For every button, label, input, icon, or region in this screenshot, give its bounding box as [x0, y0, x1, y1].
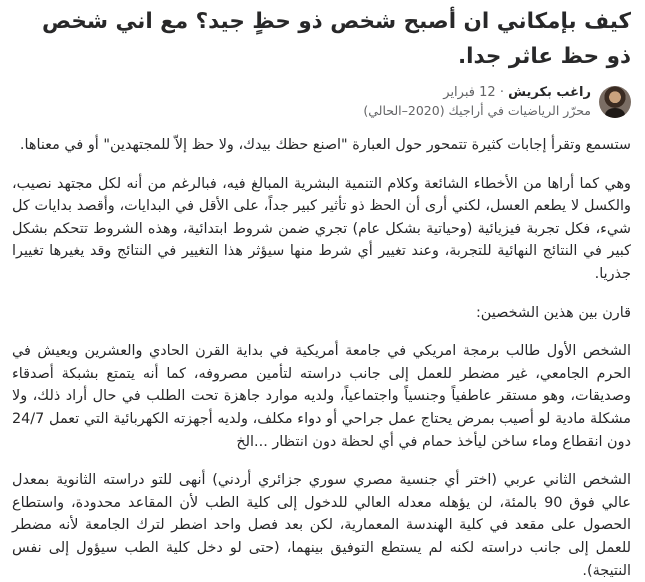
answer-date[interactable]: 12 فبراير: [443, 85, 496, 100]
answer-paragraph: ستسمع وتقرأ إجابات كثيرة تتمحور حول العبارة "اصنع حظك بيدك، ولا حظ إلاّ للمجتهدين" أو في معناها.: [19, 137, 631, 153]
question-title[interactable]: كيف بإمكاني ان أصبح شخص ذو حظٍ جيد؟ مع اني شخص ذو حظ عاثر جدا.: [42, 9, 631, 69]
answer-body: [12, 134, 631, 582]
author-name[interactable]: راغب بكريش: [508, 85, 591, 100]
user-avatar-icon[interactable]: [599, 86, 631, 118]
author-header: [12, 84, 631, 120]
answer-paragraph: وهي كما أراها من الأخطاء الشائعة وكلام التنمية البشرية المبالغ فيه، فبالرغم من أنه لكل مجتهد نصيب، والكسل لا يطعم العسل، لكني أرى أن الحظ ذو تأثير كبير جداً، على الأقل في البدايات، وأقصد بدايات كل شيء، فكل تجربة فيزيائية (وحياتية بشكل عام) تجري ضمن شروط ابتدائية، وهذه الشروط تتحكم بشكل كبير في النتائج النهائية للتجربة، وعند تغيير أي شرط منها سيؤثر هذا التغيير في النتائج وقد يغيرها تغييرا جذريا.: [12, 175, 631, 282]
answer-paragraph: قارن بين هذين الشخصين:: [475, 304, 631, 321]
answer-paragraph: الشخص الثاني عربي (اختر أي جنسية مصري سوري جزائري أردني) أنهى للتو دراسته الثانوية بمعدل عالي فوق 90 بالمئة، لن يؤهله معدله العالي للدخول إلى كلية الطب لأن المقاعد محدودة، واستطاع الحصول على مقعد في كلية الهندسة المعمارية، لكن بعد فصل واحد اضطر لترك الجامعة لأنه مضطر للعمل إلى جانب دراسته لكنه لم يستطع التوفيق بينهما، (حتى لو دخل كلية الطب سيؤول إلى نفس النتيجة).: [12, 472, 631, 579]
meta-separator: ·: [499, 85, 504, 100]
author-line: [363, 84, 591, 102]
answer-paragraph: الشخص الأول طالب برمجة امريكي في جامعة أمريكية في بداية القرن الحادي والعشرين ويعيش في الحرم الجامعي، غير مضطر للعمل إلى جانب دراسته لتأمين مصروفه، كما أنه يتمتع بشبكة أصدقاء وصديقات، وهو مستقر عاطفياً وجنسياً واجتماعياً، ولديه موارد جاهزة تحت الطلب في حال أراد ذلك، ولا مشكلة مادية لو أصيب بمرض يحتاج عمل جراحي أو دواء مكلف، ولديه أجهزته الكهربائية التي تعمل 24/7 دون انقطاع وماء ساخن ليأخذ حمام في أي لحظة دون انتظار ...الخ: [12, 343, 631, 450]
author-meta: [363, 84, 591, 120]
author-credential: محرّر الرياضيات في أراجيك (2020–الحالي): [363, 103, 591, 118]
